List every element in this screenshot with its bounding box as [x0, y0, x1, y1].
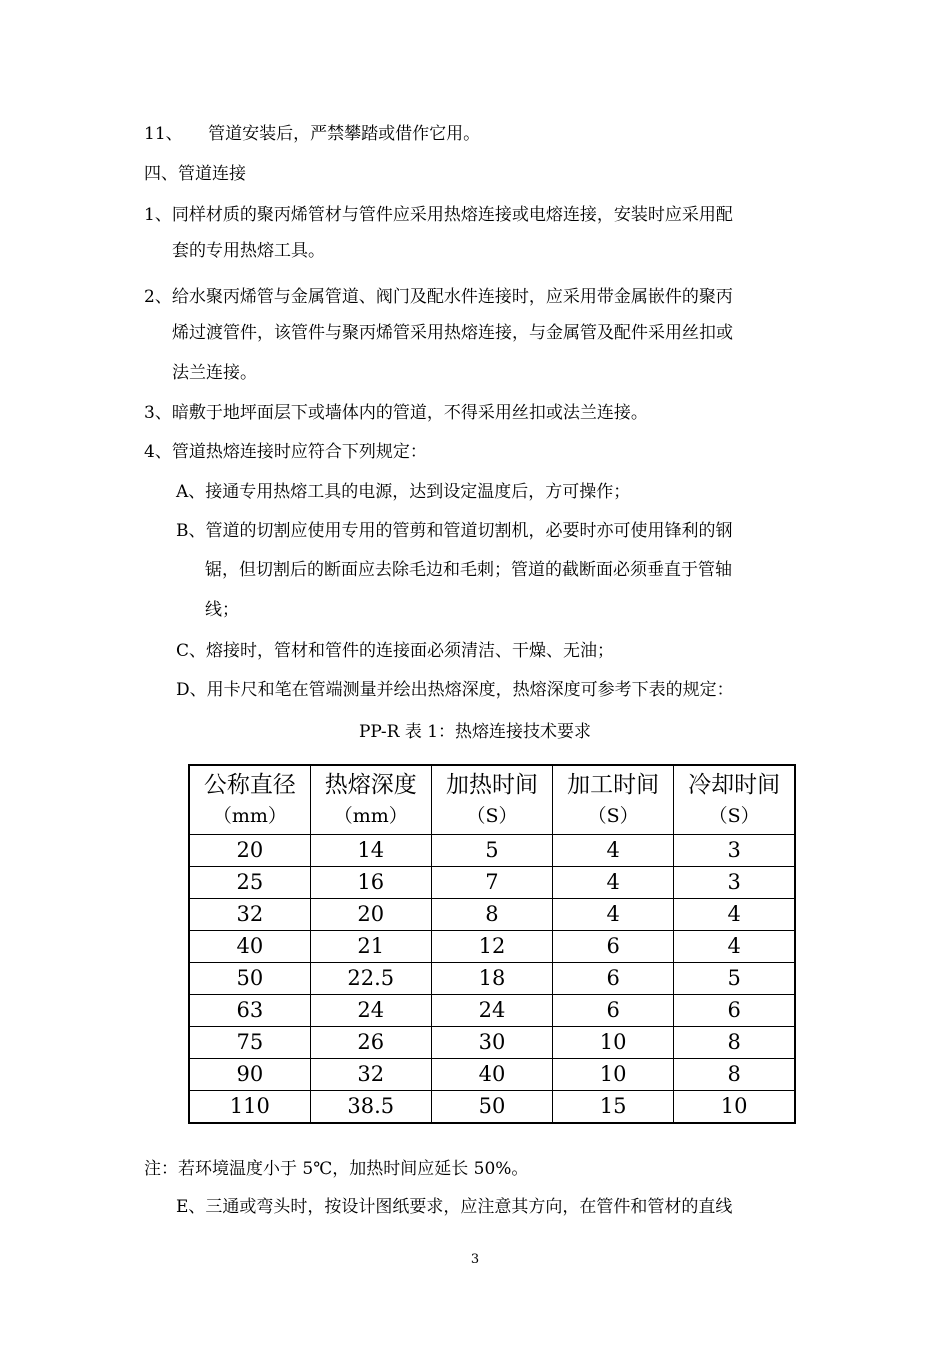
note: 注：若环境温度小于 5℃，加热时间应延长 50%。	[144, 1159, 529, 1179]
table-cell: 24	[310, 995, 431, 1027]
table-cell: 21	[310, 931, 431, 963]
item-1: 1、同样材质的聚丙烯管材与管件应采用热熔连接或电熔连接，安装时应采用配	[144, 205, 733, 225]
header-unit: （S）	[587, 805, 639, 827]
table-cell: 63	[189, 995, 310, 1027]
table-cell: 4	[553, 867, 674, 899]
table-cell: 4	[553, 835, 674, 867]
table-row	[189, 963, 795, 995]
header-unit: （S）	[466, 805, 518, 827]
table-cell: 7	[431, 867, 552, 899]
table-cell: 15	[553, 1091, 674, 1124]
page-number: 3	[470, 1252, 480, 1267]
table-header-cell	[189, 765, 310, 835]
table-cell: 6	[674, 995, 795, 1027]
header-name: 加工时间	[567, 772, 660, 798]
table-row	[189, 867, 795, 899]
header-unit: （mm）	[333, 805, 408, 827]
table-cell: 32	[189, 899, 310, 931]
table-cell: 3	[674, 867, 795, 899]
section-heading: 四、管道连接	[144, 164, 246, 184]
table-cell: 4	[553, 899, 674, 931]
item-4: 4、管道热熔连接时应符合下列规定：	[144, 442, 427, 462]
table-cell: 5	[674, 963, 795, 995]
table-cell: 4	[674, 931, 795, 963]
table-body	[189, 765, 795, 1123]
table-cell: 24	[431, 995, 552, 1027]
table-cell: 4	[674, 899, 795, 931]
table-row	[189, 835, 795, 867]
table-header-cell	[674, 765, 795, 835]
sub-item-c: C、熔接时，管材和管件的连接面必须清洁、干燥、无油；	[176, 641, 615, 661]
sub-item-a: A、接通专用热熔工具的电源，达到设定温度后，方可操作；	[176, 482, 631, 502]
table-cell: 22.5	[310, 963, 431, 995]
table-cell: 90	[189, 1059, 310, 1091]
table-cell: 10	[553, 1059, 674, 1091]
line-1: 11、 管道安装后，严禁攀踏或借作它用。	[144, 124, 481, 144]
table-cell: 50	[431, 1091, 552, 1124]
sub-item-b-cont-1: 锯，但切割后的断面应去除毛边和毛刺；管道的截断面必须垂直于管轴	[205, 560, 732, 580]
table-cell: 8	[431, 899, 552, 931]
table-cell: 14	[310, 835, 431, 867]
table-cell: 75	[189, 1027, 310, 1059]
table-cell: 40	[189, 931, 310, 963]
table-cell: 30	[431, 1027, 552, 1059]
table-cell: 10	[674, 1091, 795, 1124]
item-2-cont-1: 烯过渡管件，该管件与聚丙烯管采用热熔连接，与金属管及配件采用丝扣或	[172, 323, 733, 343]
table-cell: 32	[310, 1059, 431, 1091]
table-cell: 3	[674, 835, 795, 867]
table-cell: 6	[553, 963, 674, 995]
item-3: 3、暗敷于地坪面层下或墙体内的管道，不得采用丝扣或法兰连接。	[144, 403, 648, 423]
table-cell: 8	[674, 1027, 795, 1059]
table-caption: PP-R 表 1：热熔连接技术要求	[358, 722, 592, 742]
sub-item-b: B、管道的切割应使用专用的管剪和管道切割机，必要时亦可使用锋利的钢	[176, 521, 733, 541]
header-name: 热熔深度	[324, 772, 417, 798]
table-row	[189, 1059, 795, 1091]
table-cell: 110	[189, 1091, 310, 1124]
table-cell: 8	[674, 1059, 795, 1091]
table-cell: 25	[189, 867, 310, 899]
table-cell: 5	[431, 835, 552, 867]
table-row	[189, 899, 795, 931]
item-2-cont-2: 法兰连接。	[172, 363, 257, 383]
header-name: 公称直径	[203, 772, 296, 798]
sub-item-d: D、用卡尺和笔在管端测量并绘出热熔深度，热熔深度可参考下表的规定：	[176, 680, 734, 700]
table-row	[189, 995, 795, 1027]
table-cell: 40	[431, 1059, 552, 1091]
table-cell: 6	[553, 931, 674, 963]
table-cell: 18	[431, 963, 552, 995]
table-cell: 20	[310, 899, 431, 931]
table-cell: 26	[310, 1027, 431, 1059]
header-unit: （mm）	[212, 805, 287, 827]
item-1-cont: 套的专用热熔工具。	[172, 241, 325, 261]
sub-item-e: E、三通或弯头时，按设计图纸要求，应注意其方向，在管件和管材的直线	[176, 1197, 733, 1217]
table-cell: 38.5	[310, 1091, 431, 1124]
item-2: 2、给水聚丙烯管与金属管道、阀门及配水件连接时，应采用带金属嵌件的聚丙	[144, 287, 733, 307]
fusion-spec-table	[188, 764, 796, 1124]
table-cell: 20	[189, 835, 310, 867]
table-row	[189, 1091, 795, 1124]
table-header-cell	[431, 765, 552, 835]
table-cell: 50	[189, 963, 310, 995]
table-header-row	[189, 765, 795, 835]
table-row	[189, 1027, 795, 1059]
header-name: 冷却时间	[688, 772, 781, 798]
sub-item-b-cont-2: 线；	[205, 600, 239, 620]
header-unit: （S）	[708, 805, 760, 827]
table-cell: 10	[553, 1027, 674, 1059]
table-cell: 16	[310, 867, 431, 899]
table-cell: 6	[553, 995, 674, 1027]
table-cell: 12	[431, 931, 552, 963]
table-row	[189, 931, 795, 963]
header-name: 加热时间	[445, 772, 538, 798]
table-header-cell	[553, 765, 674, 835]
table-header-cell	[310, 765, 431, 835]
